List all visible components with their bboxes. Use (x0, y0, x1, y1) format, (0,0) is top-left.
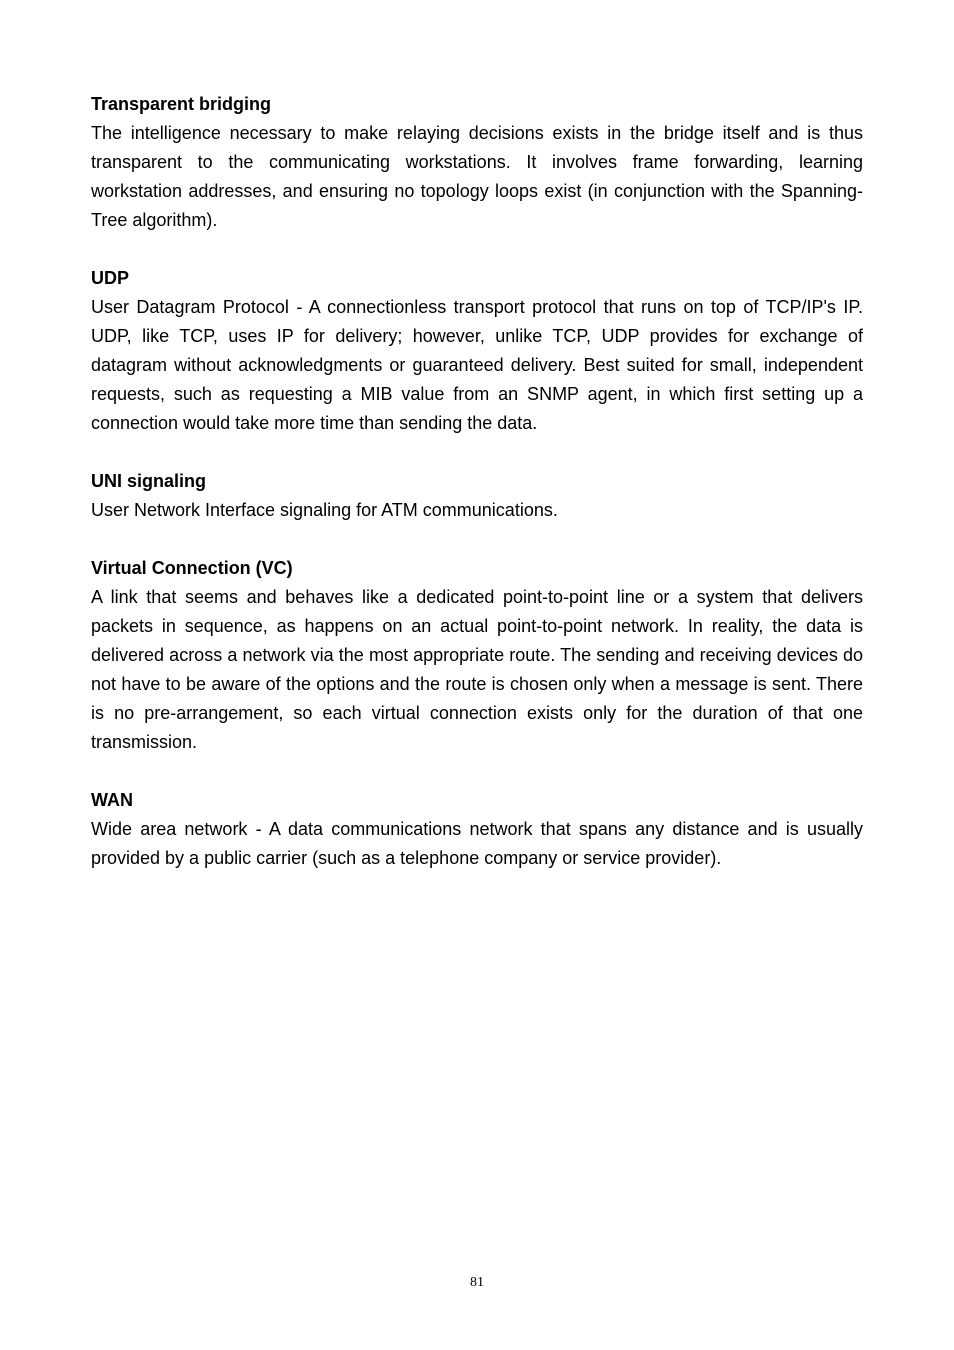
glossary-definition: Wide area network - A data communications network that spans any distance and is usually provided by a public carrier (such as a telephone company or service provider). (91, 819, 863, 868)
glossary-entry-virtual-connection (91, 554, 863, 757)
glossary-entry-wan (91, 786, 863, 873)
glossary-content (91, 90, 863, 902)
glossary-definition: The intelligence necessary to make relaying decisions exists in the bridge itself and is thus transparent to the communicating workstations. It involves frame forwarding, learning workstation addresses, and ensuring no topology loops exist (in conjunction with the Spanning-Tree algorithm). (91, 123, 863, 230)
glossary-term: WAN (91, 790, 133, 810)
glossary-term: UDP (91, 268, 130, 288)
glossary-entry-udp (91, 264, 863, 438)
glossary-definition: A link that seems and behaves like a dedicated point-to-point line or a system that delivers packets in sequence, as happens on an actual point-to-point network. In reality, the data is delivered across a network via the most appropriate route. The sending and receiving devices do not have to be aware of the options and the route is chosen only when a message is sent. There is no pre-arrangement, so each virtual connection exists only for the duration of that one transmission. (91, 587, 863, 752)
glossary-term: UNI signaling (91, 471, 207, 491)
glossary-entry-transparent-bridging (91, 90, 863, 235)
page-number: 81 (470, 1275, 484, 1290)
glossary-definition: User Datagram Protocol - A connectionless transport protocol that runs on top of TCP/IP's IP. UDP, like TCP, uses IP for delivery; however, unlike TCP, UDP provides for exchange of datagram without acknowledgments or guaranteed delivery. Best suited for small, independent requests, such as requesting a MIB value from an SNMP agent, in which first setting up a connection would take more time than sending the data. (91, 297, 863, 433)
glossary-term: Transparent bridging (91, 94, 272, 114)
glossary-entry-uni-signaling (91, 467, 863, 525)
glossary-term: Virtual Connection (VC) (91, 558, 293, 578)
glossary-definition: User Network Interface signaling for ATM communications. (91, 500, 558, 520)
